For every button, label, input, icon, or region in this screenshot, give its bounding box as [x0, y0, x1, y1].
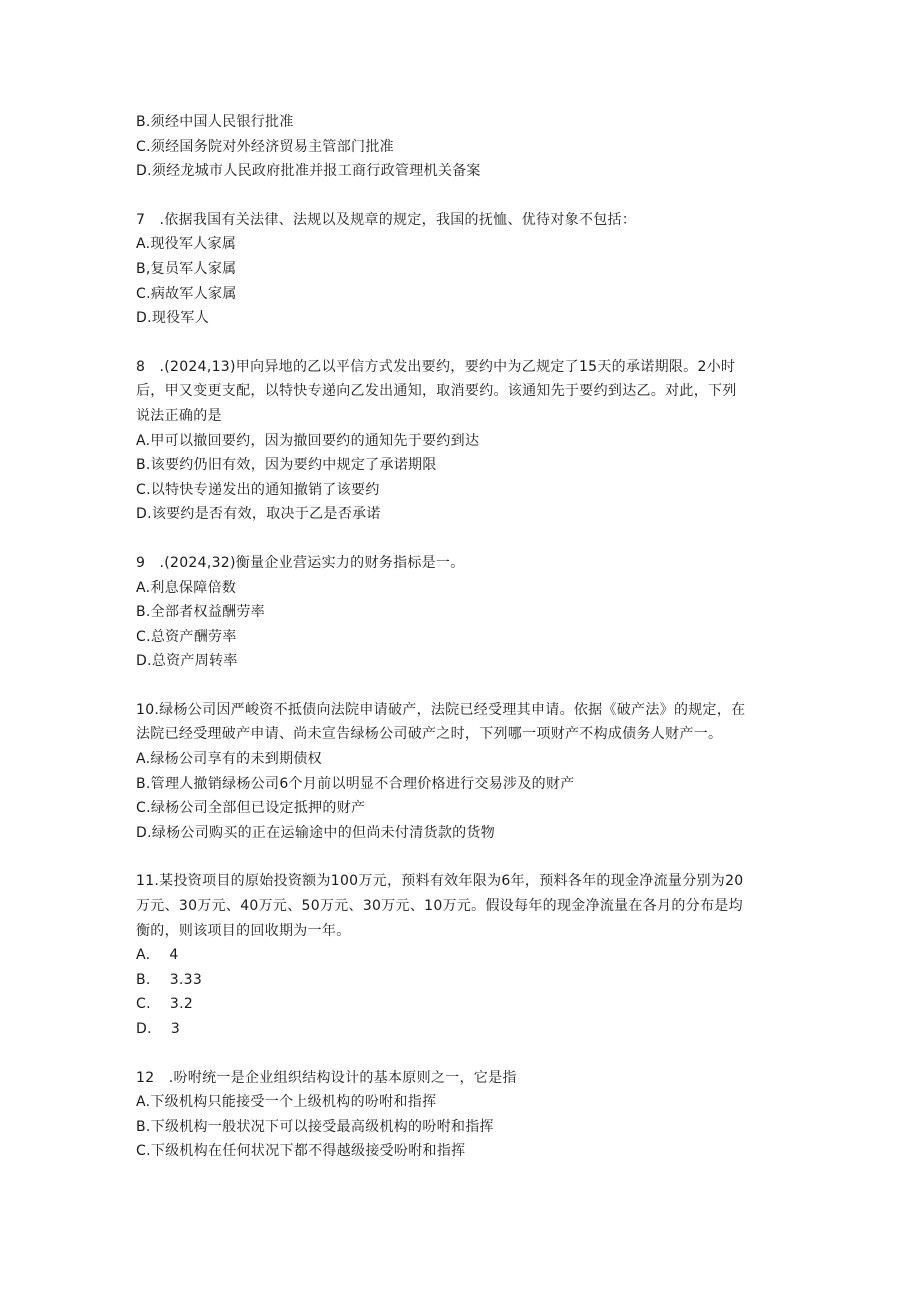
question-10 — [136, 698, 796, 846]
stem-line: 10.绿杨公司因严峻资不抵债向法院申请破产，法院已经受理其申请。依据《破产法》的规定，在 — [136, 701, 746, 718]
option-c: C.以特快专递发出的通知撤销了该要约 — [136, 481, 380, 498]
stem-line: 9 .(2024,32)衡量企业营运实力的财务指标是一。 — [136, 554, 465, 571]
stem-line: 7 .依据我国有关法律、法规以及规章的规定，我国的抚恤、优待对象不包括： — [136, 211, 637, 228]
question-12 — [136, 1066, 796, 1164]
option-c: C.病故军人家属 — [136, 285, 237, 302]
question-stem — [136, 208, 796, 233]
option-d: D.现役军人 — [136, 310, 210, 327]
option-c: C.总资产酬劳率 — [136, 628, 237, 645]
stem-line: 说法正确的是 — [136, 407, 222, 424]
option-d: D. 3 — [136, 1021, 181, 1037]
option-b: B,复员军人家属 — [136, 260, 237, 277]
option-d: D.须经龙城市人民政府批准并报工商行政管理机关备案 — [136, 163, 481, 180]
option-c: C.须经国务院对外经济贸易主管部门批准 — [136, 138, 394, 155]
question-stem — [136, 551, 796, 576]
document-body — [136, 110, 796, 1188]
option-a: A.现役军人家属 — [136, 236, 237, 253]
stem-line: 11.某投资项目的原始投资额为100万元，预料有效年限为6年，预料各年的现金净流量分别为20 — [136, 873, 744, 890]
option-a: A.利息保障倍数 — [136, 579, 237, 596]
option-d: D.总资产周转率 — [136, 653, 238, 670]
question-6-continued — [136, 110, 796, 184]
option-b: B.下级机构一般状况下可以接受最高级机构的吩咐和指挥 — [136, 1118, 494, 1135]
question-stem — [136, 869, 796, 943]
question-11 — [136, 869, 796, 1041]
option-b: B.管理人撤销绿杨公司6个月前以明显不合理价格进行交易涉及的财产 — [136, 775, 575, 792]
question-stem — [136, 355, 796, 429]
option-a: A.下级机构只能接受一个上级机构的吩咐和指挥 — [136, 1094, 437, 1111]
question-stem — [136, 698, 796, 747]
stem-line: 衡的，则该项目的回收期为一年。 — [136, 922, 351, 939]
option-b: B.该要约仍旧有效，因为要约中规定了承诺期限 — [136, 457, 437, 474]
option-c: C. 3.2 — [136, 996, 194, 1013]
option-b: B.全部者权益酬劳率 — [136, 604, 266, 621]
option-d: D.该要约是否有效，取决于乙是否承诺 — [136, 506, 381, 523]
option-b: B.须经中国人民银行批准 — [136, 114, 294, 130]
stem-line: 法院已经受理破产申请、尚未宣告绿杨公司破产之时，下列哪一项财产不构成债务人财产一。 — [136, 726, 723, 743]
stem-line: 万元、30万元、40万元、50万元、30万元、10万元。假设每年的现金净流量在各月的分布是均 — [136, 898, 743, 915]
option-b: B. 3.33 — [136, 971, 203, 988]
option-a: A. 4 — [136, 947, 179, 964]
option-c: C.下级机构在任何状况下都不得越级接受吩咐和指挥 — [136, 1143, 466, 1160]
question-8 — [136, 355, 796, 527]
option-a: A.绿杨公司享有的未到期债权 — [136, 751, 322, 768]
option-c: C.绿杨公司全部但已设定抵押的财产 — [136, 800, 366, 817]
question-7 — [136, 208, 796, 331]
stem-line: 12 .吩咐统一是企业组织结构设计的基本原则之一，它是指 — [136, 1069, 517, 1086]
stem-line: 后，甲又变更支配，以特快专递向乙发出通知，取消要约。该通知先于要约到达乙。对此，下列 — [136, 383, 737, 400]
option-a: A.甲可以撤回要约，因为撤回要约的通知先于要约到达 — [136, 432, 480, 449]
option-d: D.绿杨公司购买的正在运输途中的但尚未付清货款的货物 — [136, 824, 496, 841]
question-stem — [136, 1066, 796, 1091]
question-9 — [136, 551, 796, 674]
stem-line: 8 .(2024,13)甲向异地的乙以平信方式发出要约，要约中为乙规定了15天的承诺期限。2小时 — [136, 358, 736, 375]
